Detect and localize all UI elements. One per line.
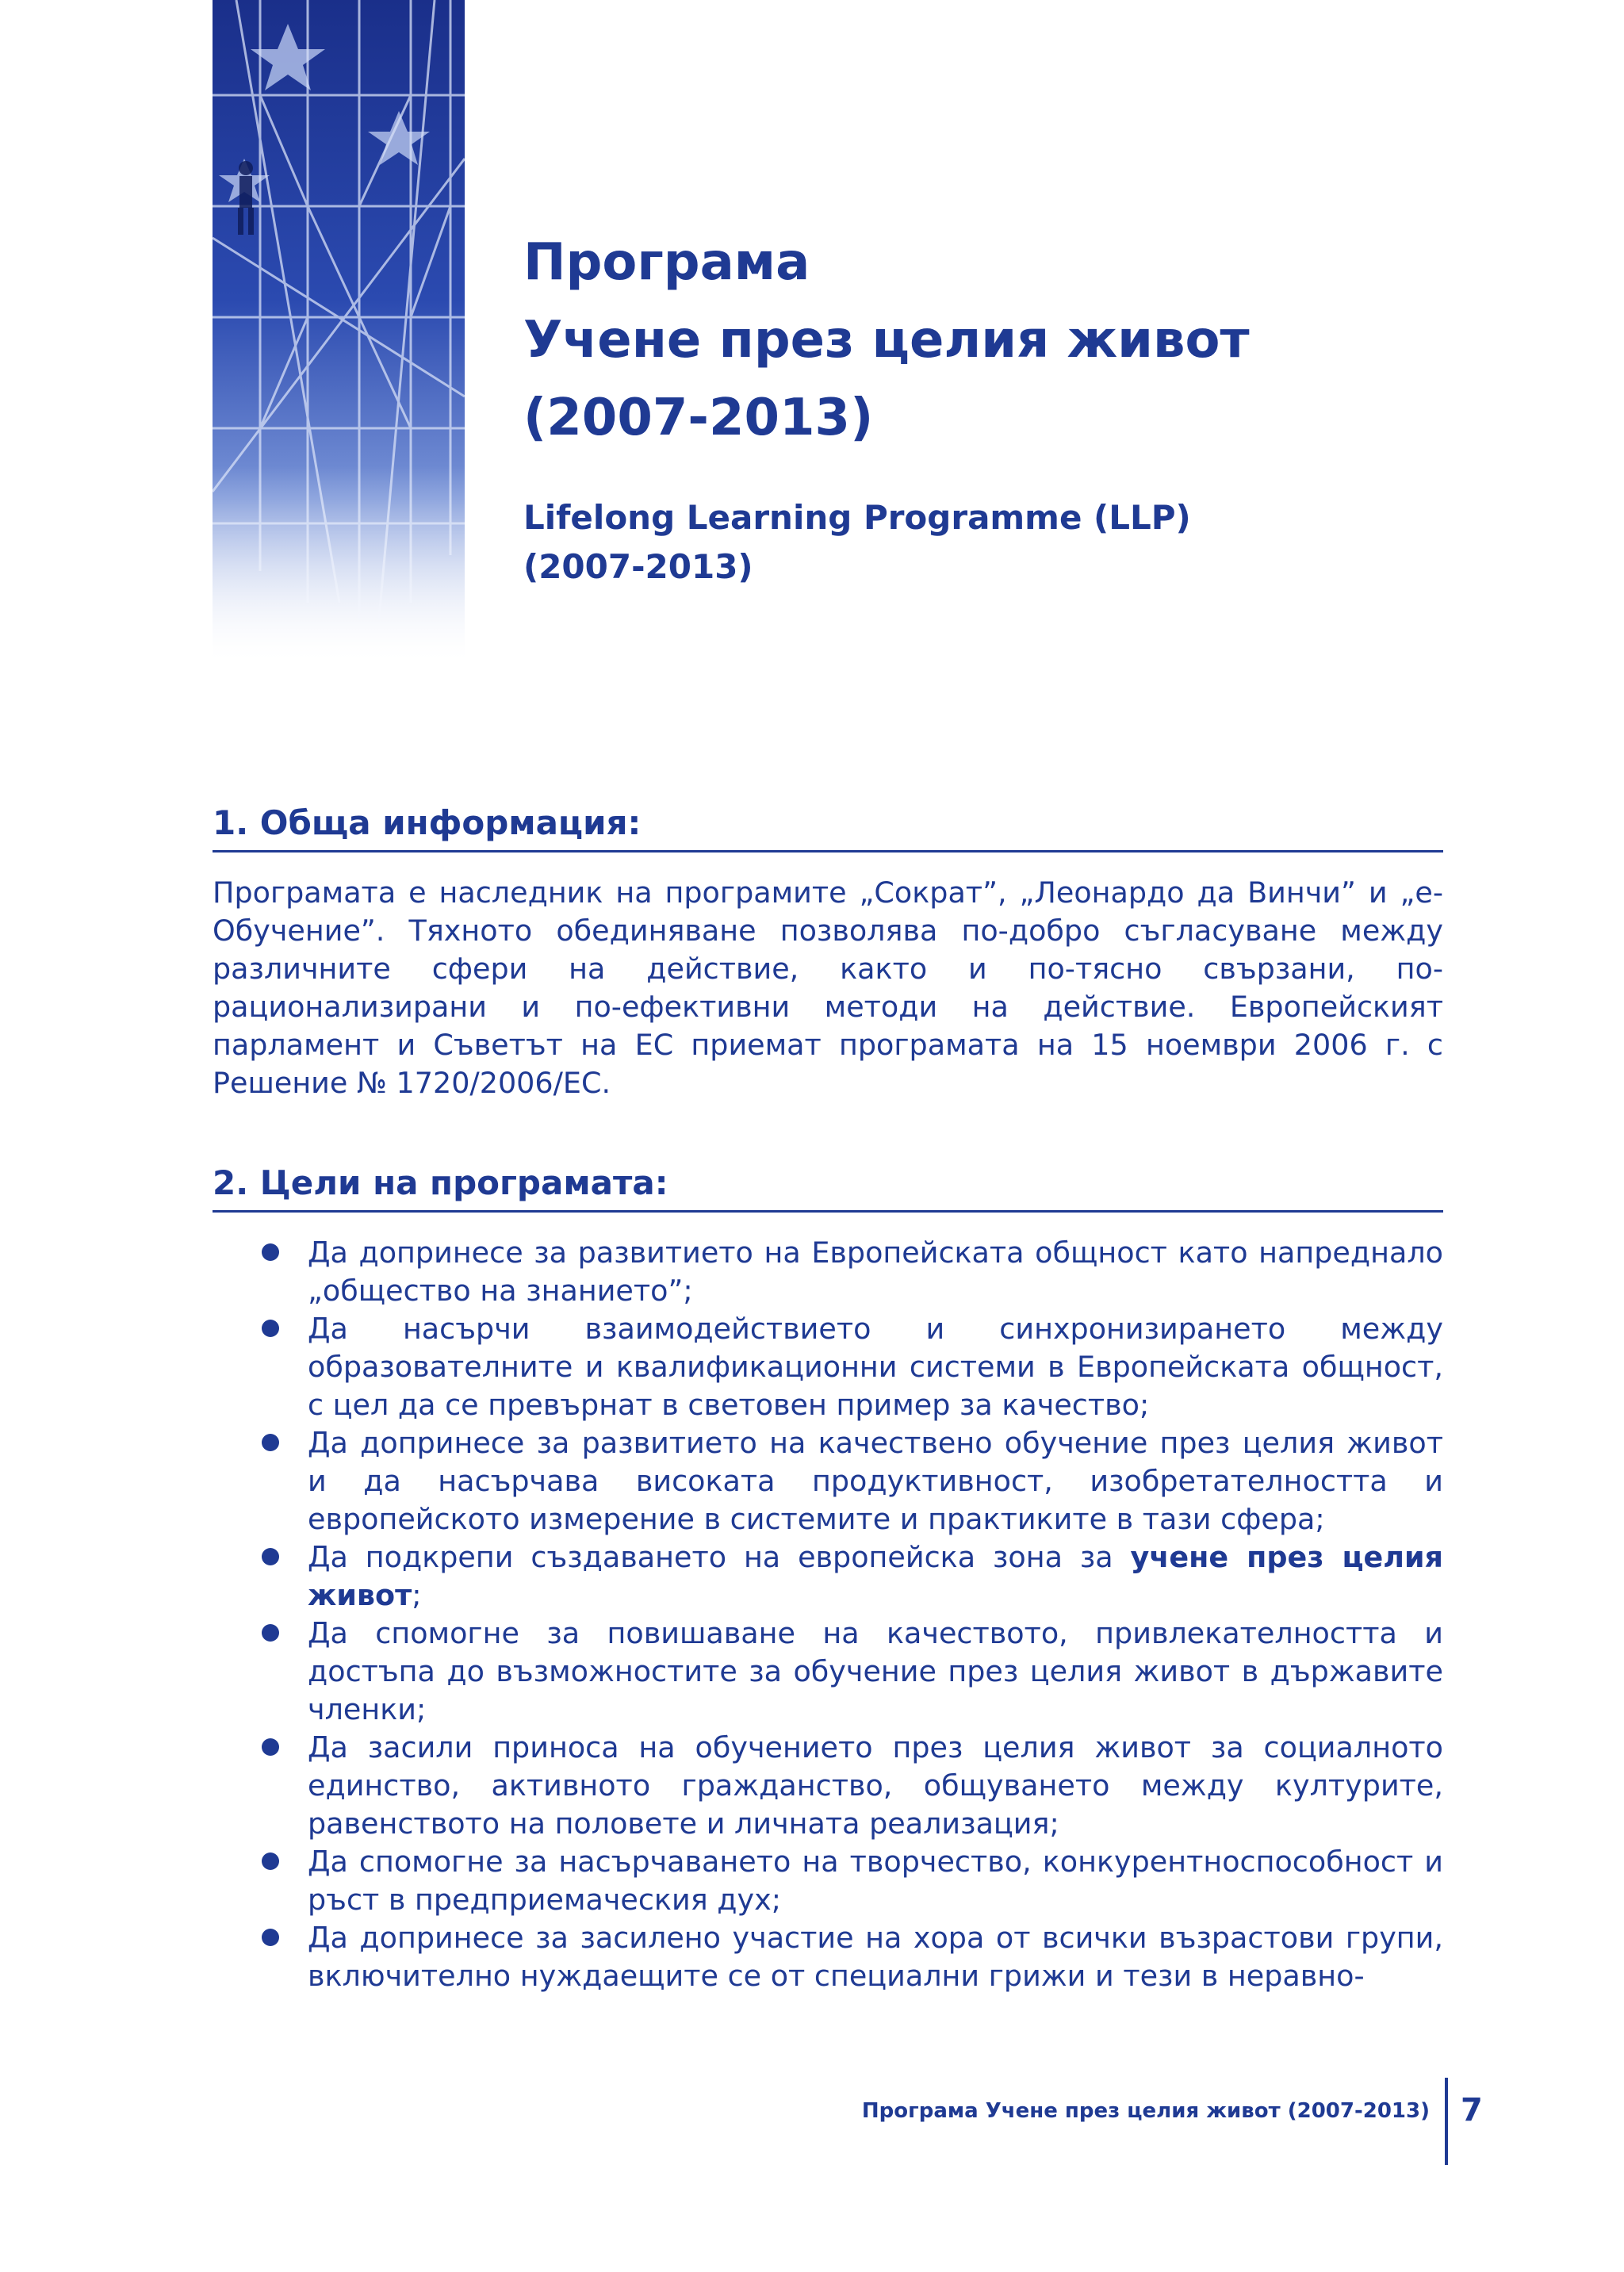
title-line-2: Учене през целия живот [523,311,1250,370]
page-number: 7 [1461,2092,1483,2128]
list-item-text: Да спомогне за повишаване на качеството, привлекателността и достъпа до възможностите за обучение през целия живот в държавите членки; [308,1616,1443,1726]
list-item [259,1538,1443,1615]
bullet-icon [262,1929,279,1946]
bullet-icon [262,1434,279,1451]
list-item-text-end: ; [412,1578,422,1612]
list-item [259,1843,1443,1919]
list-item [259,1234,1443,1310]
title-line-3: (2007-2013) [523,389,874,447]
list-item [259,1424,1443,1538]
list-item-text: Да допринесе за засилено участие на хора от всички възрастови групи, включително нуждаещите се от специални грижи и тези в неравно- [308,1921,1443,1993]
list-item-text: Да спомогне за насърчаването на творчество, конкурентноспособност и ръст в предприемаческия дух; [308,1845,1443,1917]
footer-divider [1445,2078,1448,2165]
bullet-icon [262,1624,279,1642]
goals-list [259,1234,1443,1995]
bullet-icon [262,1243,279,1261]
list-item-text: Да насърчи взаимодействието и синхронизирането между образователните и квалификационни системи в Европейската общност, с цел да се превърнат в световен пример за качество; [308,1312,1443,1422]
list-item [259,1615,1443,1729]
list-item [259,1310,1443,1424]
footer-running-title: Програма Учене през целия живот (2007-2013) [861,2099,1430,2123]
document-title [523,224,1250,457]
list-item-text: Да подкрепи създаването на европейска зона за [308,1540,1131,1574]
bullet-icon [262,1320,279,1337]
list-item-text: Да засили приноса на обучението през целия живот за социалното единство, активното гражданство, общуването между културите, равенството на половете и личната реализация; [308,1730,1443,1841]
bullet-icon [262,1852,279,1870]
subtitle-line-2: (2007-2013) [523,547,753,586]
bullet-icon [262,1548,279,1565]
section-heading-program-goals: 2. Цели на програмата: [213,1161,1443,1213]
list-item-emphasis: учене през целия живот [308,1540,1443,1612]
section-heading-general-info: 1. Обща информация: [213,801,1443,852]
intro-paragraph: Програмата е наследник на програмите „Сократ”, „Леонардо да Винчи” и „е-Обучение”. Тяхното обединяване позволява по-добро съгласуване между различните сфери на действие, както и по-тясно свързани, по-рационализирани и по-ефективни методи на действие. Европейският парламент и Съветът на ЕС приемат програмата на 15 ноември 2006 г. с Решение № 1720/2006/ЕС. [213,875,1443,1100]
list-item-text: Да допринесе за развитието на Европейската общност като напреднало „общество на знанието”; [308,1236,1443,1308]
document-subtitle [523,493,1191,592]
subtitle-line-1: Lifelong Learning Programme (LLP) [523,498,1191,537]
list-item-text: Да допринесе за развитието на качествено обучение през целия живот и да насърчава високата продуктивност, изобретателността и европейското измерение в системите и практиките в тази сфера; [308,1426,1443,1536]
list-item [259,1729,1443,1843]
scaffolding-stars-illustration [213,0,465,666]
title-line-1: Програма [523,233,810,292]
bullet-icon [262,1738,279,1756]
header-photo [213,0,465,666]
list-item [259,1919,1443,1995]
